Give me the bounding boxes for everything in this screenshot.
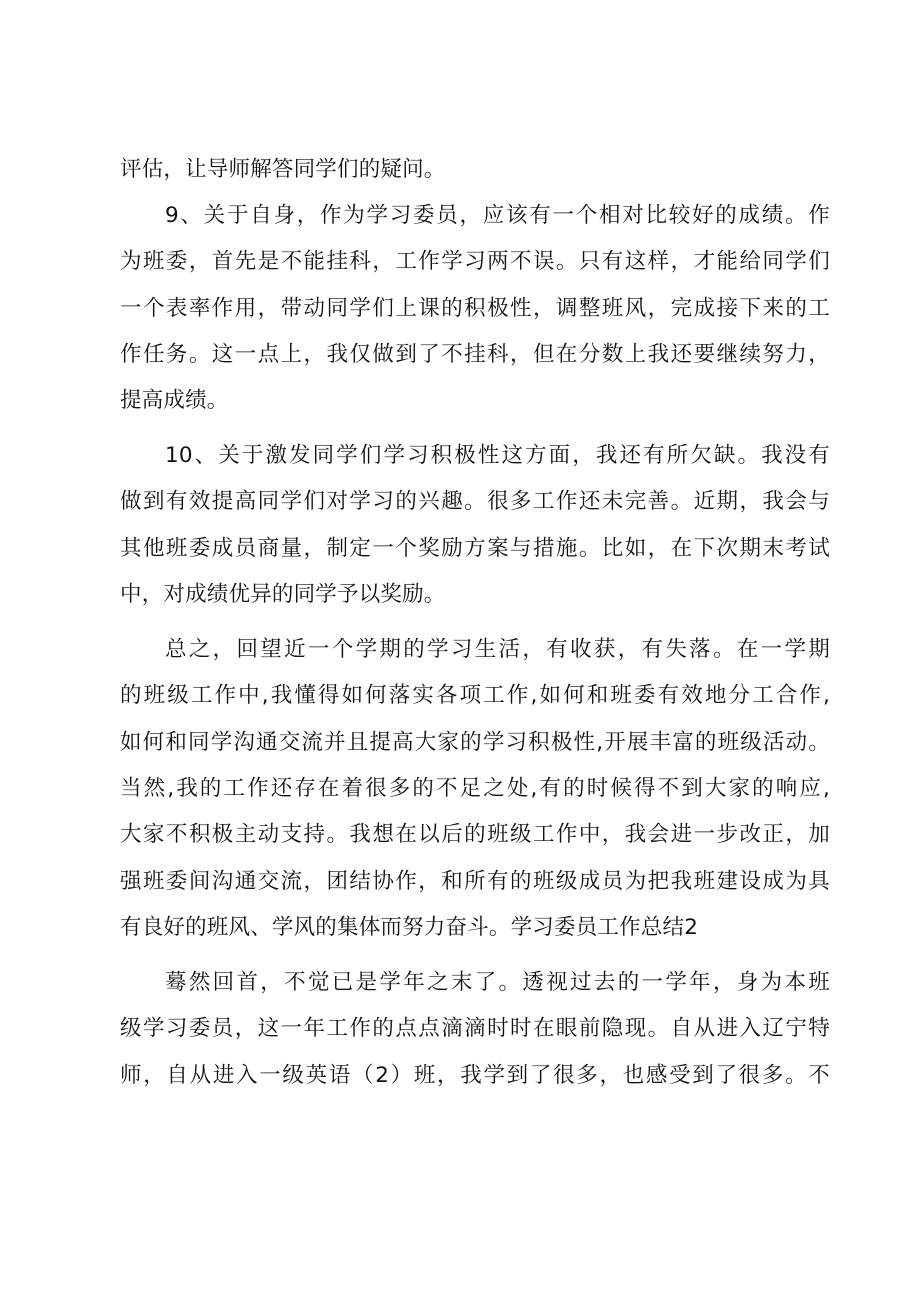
paragraph-9-line-3: 一个表率作用，带动同学们上课的积极性，调整班风，完成接下来的工 [120,296,830,321]
summary-paragraph-line-7: 有良好的班风、学风的集体而努力奋斗。学习委员工作总结2 [120,915,699,940]
section-2-paragraph-line-2: 级学习委员，这一年工作的点点滴滴时时在眼前隐现。自从进入辽宁特 [120,1016,830,1041]
summary-paragraph-line-1: 总之，回望近一个学期的学习生活，有收获，有失落。在一学期 [165,637,830,662]
paragraph-9-line-4: 作任务。这一点上，我仅做到了不挂科，但在分数上我还要继续努力， [120,342,830,367]
summary-paragraph-line-2: 的班级工作中,我懂得如何落实各项工作,如何和班委有效地分工合作, [120,683,830,708]
summary-paragraph-line-4: 当然,我的工作还存在着很多的不足之处,有的时候得不到大家的响应, [120,776,830,801]
paragraph-9-line-5: 提高成绩。 [120,388,229,413]
summary-paragraph-line-5: 大家不积极主动支持。我想在以后的班级工作中，我会进一步改正，加 [120,822,830,847]
summary-paragraph-line-3: 如何和同学沟通交流并且提高大家的学习积极性,开展丰富的班级活动。 [120,730,830,755]
paragraph-9-line-2: 为班委，首先是不能挂科，工作学习两不误。只有这样，才能给同学们 [120,249,830,274]
summary-paragraph-line-6: 强班委间沟通交流，团结协作，和所有的班级成员为把我班建设成为具 [120,869,830,894]
paragraph-10-line-1: 10、关于激发同学们学习积极性这方面，我还有所欠缺。我没有 [165,443,830,468]
paragraph-10-line-3: 其他班委成员商量，制定一个奖励方案与措施。比如，在下次期末考试 [120,536,830,561]
paragraph-9-line-1: 9、关于自身，作为学习委员，应该有一个相对比较好的成绩。作 [165,203,830,228]
paragraph-8-line-end: 评估，让导师解答同学们的疑问。 [120,157,446,182]
paragraph-10-line-4: 中，对成绩优异的同学予以奖励。 [120,582,446,607]
section-2-paragraph-line-3: 师，自从进入一级英语（2）班，我学到了很多，也感受到了很多。不 [120,1063,830,1088]
paragraph-10-line-2: 做到有效提高同学们对学习的兴趣。很多工作还未完善。近期，我会与 [120,489,830,514]
section-2-paragraph-line-1: 蓦然回首，不觉已是学年之末了。透视过去的一学年，身为本班 [165,970,830,995]
